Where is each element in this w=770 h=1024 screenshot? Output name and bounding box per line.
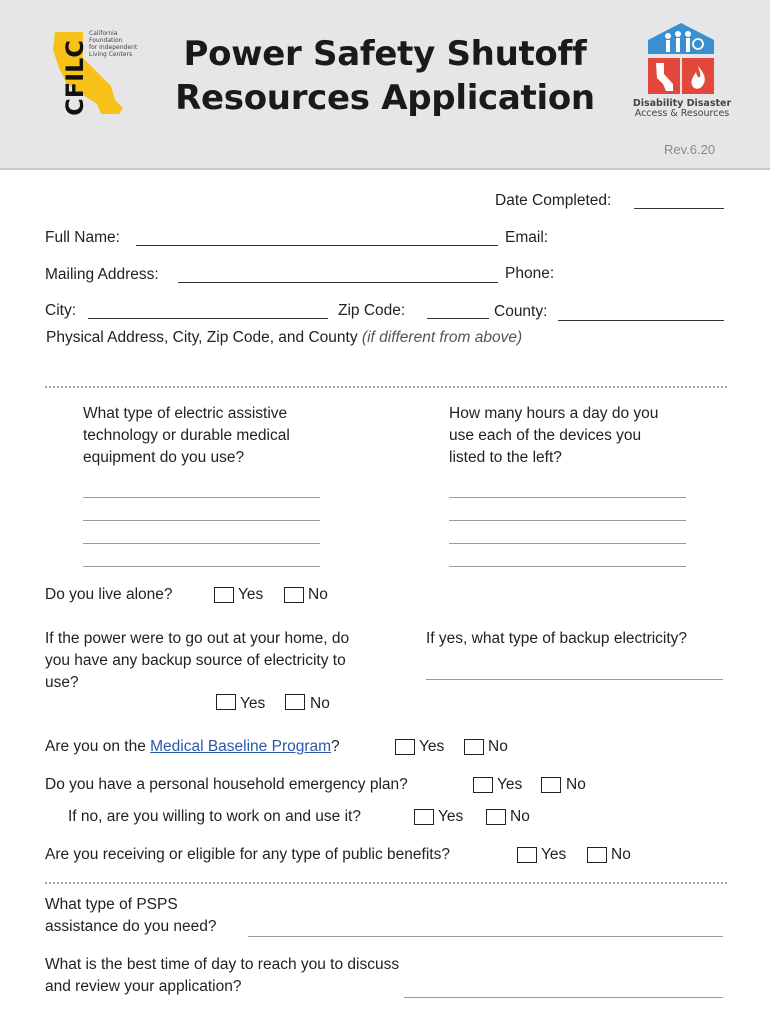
equipment-question: What type of electric assistive technology or durable medical equipment do you use? xyxy=(83,405,290,466)
revision-label: Rev.6.20 xyxy=(664,142,716,157)
hours-line[interactable] xyxy=(449,520,686,521)
live-alone-no-checkbox[interactable] xyxy=(284,587,304,603)
page-title: Power Safety Shutoff Resources Application xyxy=(175,34,595,118)
zip-code-label: Zip Code: xyxy=(338,302,406,319)
county-label: County: xyxy=(494,303,548,320)
willing-yes-checkbox[interactable] xyxy=(414,809,434,825)
mailing-address-label: Mailing Address: xyxy=(45,266,159,283)
people-icon xyxy=(648,23,714,54)
backup-source-question: If the power were to go out at your home, do you have any backup source of electricity to use? xyxy=(45,630,350,691)
email-label: Email: xyxy=(505,229,549,246)
county-field[interactable] xyxy=(558,320,724,321)
dda-logo xyxy=(646,22,716,96)
full-name-label: Full Name: xyxy=(45,229,120,246)
physical-address-label: Physical Address, City, Zip Code, and County (if different from above) xyxy=(46,329,523,346)
psps-assistance-question: What type of PSPS assistance do you need? xyxy=(45,896,217,935)
yes-label: Yes xyxy=(419,738,445,755)
yes-label: Yes xyxy=(541,846,567,863)
medical-baseline-question: Are you on the Medical Baseline Program? xyxy=(45,738,340,755)
cfilc-logo xyxy=(45,28,140,116)
no-label: No xyxy=(308,586,328,603)
best-time-field[interactable] xyxy=(404,997,723,998)
medical-baseline-no-checkbox[interactable] xyxy=(464,739,484,755)
medical-baseline-yes-checkbox[interactable] xyxy=(395,739,415,755)
yes-label: Yes xyxy=(438,808,464,825)
city-label: City: xyxy=(45,302,76,319)
yes-label: Yes xyxy=(497,776,523,793)
equipment-line[interactable] xyxy=(83,566,320,567)
full-name-field[interactable] xyxy=(136,245,498,246)
date-completed-label: Date Completed: xyxy=(495,192,612,209)
live-alone-question: Do you live alone? xyxy=(45,586,173,603)
no-label: No xyxy=(566,776,586,793)
hours-question: How many hours a day do you use each of the devices you listed to the left? xyxy=(449,405,659,466)
no-label: No xyxy=(488,738,508,755)
no-label: No xyxy=(510,808,530,825)
header-divider xyxy=(0,168,770,170)
cfilc-logo-text: CFILC xyxy=(60,40,89,116)
emergency-plan-question: Do you have a personal household emergency plan? xyxy=(45,776,408,793)
best-time-question: What is the best time of day to reach you to discuss and review your application? xyxy=(45,956,400,995)
equipment-line[interactable] xyxy=(83,520,320,521)
no-label: No xyxy=(611,846,631,863)
cfilc-org-name: California Foundation for Independent Living Centers xyxy=(89,30,138,58)
hours-line[interactable] xyxy=(449,566,686,567)
backup-yes-checkbox[interactable] xyxy=(216,694,236,710)
mailing-address-field[interactable] xyxy=(178,282,498,283)
public-benefits-question: Are you receiving or eligible for any type of public benefits? xyxy=(45,846,450,863)
physical-address-note: (if different from above) xyxy=(361,329,523,346)
emergency-plan-no-checkbox[interactable] xyxy=(541,777,561,793)
hours-line[interactable] xyxy=(449,543,686,544)
backup-type-question: If yes, what type of backup electricity? xyxy=(426,630,688,647)
section-divider xyxy=(45,882,727,884)
no-label: No xyxy=(310,695,330,712)
equipment-line[interactable] xyxy=(83,543,320,544)
yes-label: Yes xyxy=(238,586,264,603)
dda-caption: Disability Disaster Access & Resources xyxy=(632,98,732,119)
yes-label: Yes xyxy=(240,695,266,712)
hours-line[interactable] xyxy=(449,497,686,498)
city-field[interactable] xyxy=(88,318,328,319)
medical-baseline-link[interactable]: Medical Baseline Program xyxy=(150,738,332,755)
public-benefits-yes-checkbox[interactable] xyxy=(517,847,537,863)
backup-type-field[interactable] xyxy=(426,679,723,680)
section-divider xyxy=(45,386,727,388)
public-benefits-no-checkbox[interactable] xyxy=(587,847,607,863)
willing-question: If no, are you willing to work on and use it? xyxy=(68,808,361,825)
psps-assistance-field[interactable] xyxy=(248,936,723,937)
zip-code-field[interactable] xyxy=(427,318,489,319)
backup-no-checkbox[interactable] xyxy=(285,694,305,710)
willing-no-checkbox[interactable] xyxy=(486,809,506,825)
equipment-line[interactable] xyxy=(83,497,320,498)
live-alone-yes-checkbox[interactable] xyxy=(214,587,234,603)
date-completed-field[interactable] xyxy=(634,208,724,209)
phone-label: Phone: xyxy=(505,265,555,282)
emergency-plan-yes-checkbox[interactable] xyxy=(473,777,493,793)
